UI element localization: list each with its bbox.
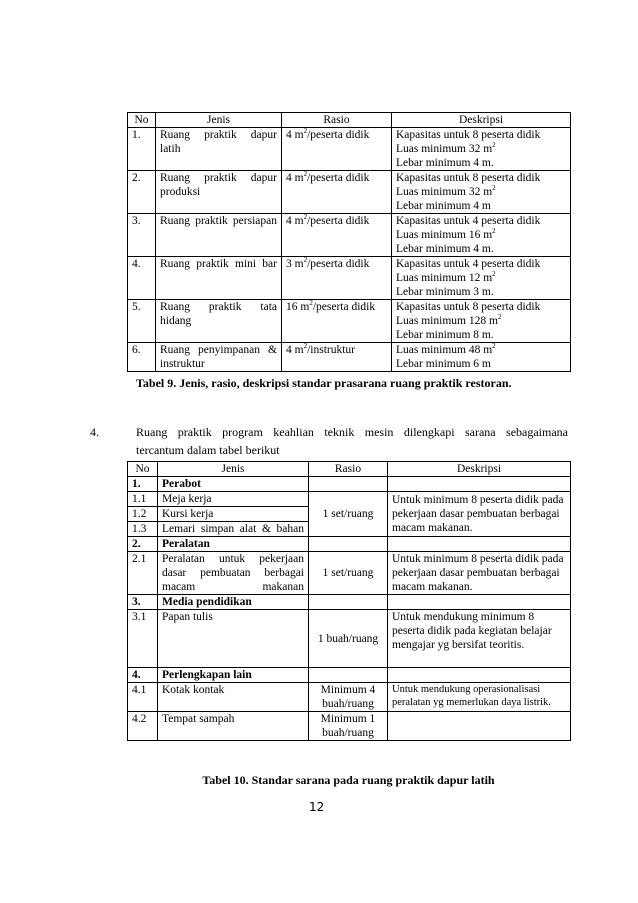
section-no: 1. [128, 477, 158, 492]
desc-line: Luas minimum 48 $m^2$ [396, 342, 496, 356]
section-title: Perabot [158, 477, 309, 492]
row-rasio: 4 $m^2$/peserta didik [282, 214, 392, 257]
empty-cell [309, 477, 388, 492]
desc-line: Lebar minimum 4 m. [396, 157, 494, 169]
row-jenis: Ruang praktik mini bar [156, 257, 282, 300]
empty-cell [388, 595, 571, 610]
table-row [128, 552, 571, 595]
row-rasio: 3 $m^2$/peserta didik [282, 257, 392, 300]
empty-cell [388, 668, 571, 683]
empty-cell [309, 595, 388, 610]
table-header-row [128, 113, 571, 128]
desc-line: Luas minimum 128 $m^2$ [396, 313, 502, 327]
row-deskripsi: Untuk mendukung operasionalisasi peralatan yg memerlukan daya listrik. [388, 683, 571, 712]
desc-line: Luas minimum 16 $m^2$ [396, 227, 496, 241]
row-no: 2.1 [128, 552, 158, 595]
row-deskripsi [392, 128, 571, 171]
header-jenis: Jenis [158, 462, 309, 477]
row-no: 2. [128, 171, 156, 214]
table-row [128, 683, 571, 712]
desc-line: Kapasitas untuk 8 peserta didik [396, 172, 541, 184]
header-deskripsi: Deskripsi [388, 462, 571, 477]
row-rasio: 4 $m^2$/peserta didik [282, 171, 392, 214]
row-deskripsi: Untuk minimum 8 peserta didik pada pekerjaan dasar pembuatan berbagai macam makanan. [388, 492, 571, 537]
table-header-row [128, 462, 571, 477]
row-rasio: 1 set/ruang [309, 552, 388, 595]
row-jenis: Ruang praktik dapur latih [156, 128, 282, 171]
paragraph-line-1: Ruang praktik program keahlian teknik mesin dilengkapi sarana sebagaimana [136, 425, 568, 439]
row-no: 6. [128, 343, 156, 372]
desc-line: Lebar minimum 3 m. [396, 286, 494, 298]
row-no: 1. [128, 128, 156, 171]
header-deskripsi: Deskripsi [392, 113, 571, 128]
desc-line: Lebar minimum 4 m [396, 200, 491, 212]
desc-line: Kapasitas untuk 4 peserta didik [396, 258, 541, 270]
row-jenis: Ruang praktik dapur produksi [156, 171, 282, 214]
empty-cell [309, 668, 388, 683]
desc-line: Luas minimum 32 $m^2$ [396, 141, 496, 155]
empty-cell [388, 477, 571, 492]
row-no: 3.1 [128, 610, 158, 668]
section-no: 2. [128, 537, 158, 552]
header-no: No [128, 462, 158, 477]
row-deskripsi: Untuk minimum 8 peserta didik pada pekerjaan dasar pembuatan berbagai macam makanan. [388, 552, 571, 595]
table-row [128, 492, 571, 507]
empty-cell [309, 537, 388, 552]
section-title: Peralatan [158, 537, 309, 552]
list-number: 4. [90, 425, 99, 439]
row-jenis: Papan tulis [158, 610, 309, 668]
row-no: 4.1 [128, 683, 158, 712]
row-rasio: 1 set/ruang [309, 492, 388, 537]
header-rasio: Rasio [309, 462, 388, 477]
empty-cell [388, 537, 571, 552]
table-row [128, 712, 571, 741]
desc-line: Lebar minimum 4 m. [396, 243, 494, 255]
table-row [128, 257, 571, 300]
row-jenis: Kotak kontak [158, 683, 309, 712]
desc-line: Luas minimum 32 $m^2$ [396, 184, 496, 198]
section-row [128, 595, 571, 610]
row-jenis: Tempat sampah [158, 712, 309, 741]
row-deskripsi: Untuk mendukung minimum 8 peserta didik pada kegiatan belajar mengajar yg bersifat teoritis. [388, 610, 571, 668]
row-deskripsi [392, 257, 571, 300]
section-row [128, 537, 571, 552]
row-jenis: Kursi kerja [158, 507, 309, 522]
desc-line: Lebar minimum 6 m [396, 358, 491, 370]
section-no: 4. [128, 668, 158, 683]
row-rasio: 4 $m^2$/peserta didik [282, 128, 392, 171]
desc-line: Kapasitas untuk 4 peserta didik [396, 215, 541, 227]
row-jenis: Lemari simpan alat & bahan [158, 522, 309, 537]
header-no: No [128, 113, 156, 128]
row-rasio: 1 buah/ruang [309, 610, 388, 668]
row-no: 4.2 [128, 712, 158, 741]
row-rasio: 16 $m^2$/peserta didik [282, 300, 392, 343]
paragraph-line-2: tercantum dalam tabel berikut [136, 443, 280, 457]
row-no: 3. [128, 214, 156, 257]
header-jenis: Jenis [156, 113, 282, 128]
table-10 [127, 461, 571, 741]
row-jenis: Meja kerja [158, 492, 309, 507]
table-9 [127, 112, 571, 372]
table-10-caption: Tabel 10. Standar sarana pada ruang praktik dapur latih [202, 773, 495, 787]
row-rasio: Minimum 4 buah/ruang [309, 683, 388, 712]
row-no: 4. [128, 257, 156, 300]
row-jenis: Ruang penyimpanan & instruktur [156, 343, 282, 372]
table-row [128, 214, 571, 257]
row-no: 1.3 [128, 522, 158, 537]
table-row [128, 300, 571, 343]
desc-line: Lebar minimum 8 m. [396, 329, 494, 341]
row-rasio: Minimum 1 buah/ruang [309, 712, 388, 741]
table-row [128, 610, 571, 668]
row-deskripsi [388, 712, 571, 741]
table-row [128, 171, 571, 214]
row-rasio: 4 $m^2$/instruktur [282, 343, 392, 372]
row-no: 1.2 [128, 507, 158, 522]
desc-line: Kapasitas untuk 8 peserta didik [396, 301, 541, 313]
section-title: Media pendidikan [158, 595, 309, 610]
page-number: 12 [309, 800, 325, 814]
row-deskripsi [392, 343, 571, 372]
row-no: 5. [128, 300, 156, 343]
row-jenis: Ruang praktik tata hidang [156, 300, 282, 343]
section-no: 3. [128, 595, 158, 610]
section-row [128, 668, 571, 683]
table-row [128, 128, 571, 171]
section-title: Perlengkapan lain [158, 668, 309, 683]
section-row [128, 477, 571, 492]
table-row [128, 343, 571, 372]
row-no: 1.1 [128, 492, 158, 507]
desc-line: Kapasitas untuk 8 peserta didik [396, 129, 541, 141]
row-deskripsi [392, 300, 571, 343]
table-9-caption: Tabel 9. Jenis, rasio, deskripsi standar prasarana ruang praktik restoran. [136, 376, 512, 390]
row-jenis: Ruang praktik persiapan [156, 214, 282, 257]
row-jenis: Peralatan untuk pekerjaan dasar pembuatan berbagai macam makanan [158, 552, 309, 595]
row-deskripsi [392, 214, 571, 257]
header-rasio: Rasio [282, 113, 392, 128]
row-deskripsi [392, 171, 571, 214]
desc-line: Luas minimum 12 $m^2$ [396, 270, 496, 284]
